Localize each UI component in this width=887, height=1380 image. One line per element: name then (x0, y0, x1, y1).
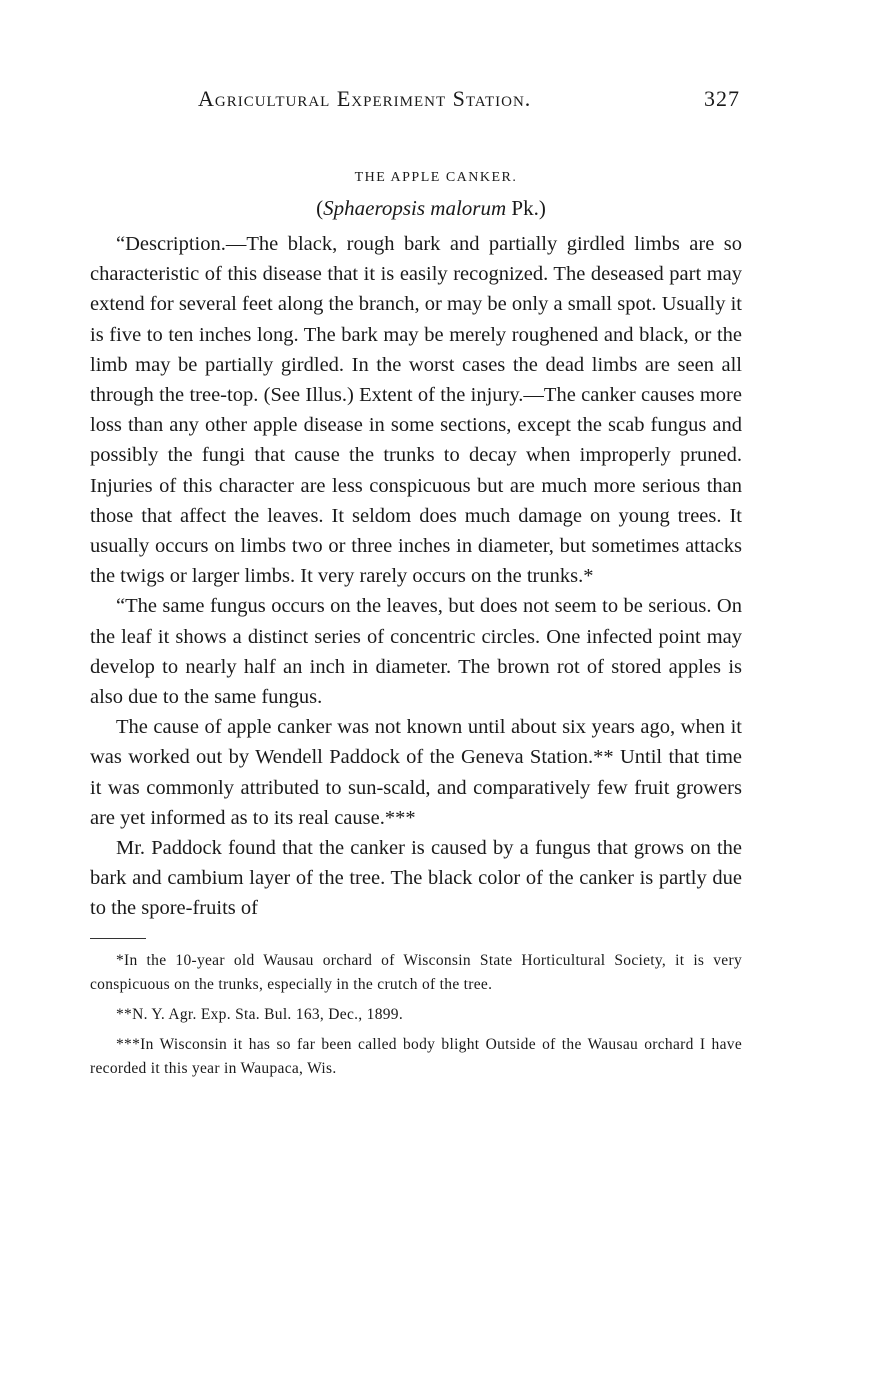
body-paragraph-cause: The cause of apple canker was not known until about six years ago, when it was worked out by Wendell Paddock of the Geneva Station.** Until that time it was commonly attributed to sun-scald, and comparatively few fruit growers are yet informed as to its real cause.*** (90, 716, 742, 829)
article-title: THE APPLE CANKER. (354, 170, 518, 185)
footnote-2: **N. Y. Agr. Exp. Sta. Bul. 163, Dec., 1899. (116, 1005, 404, 1023)
subtitle-open-paren: ( (316, 196, 324, 220)
article-subtitle (90, 196, 742, 221)
book-page (90, 86, 742, 1087)
page-number: 327 (704, 86, 740, 111)
body-paragraph-paddock: Mr. Paddock found that the canker is caused by a fungus that grows on the bark and cambium layer of the tree. The black color of the canker is partly due to the spore-fruits of (90, 837, 742, 920)
footnote-divider (90, 938, 146, 939)
footnote-3: ***In Wisconsin it has so far been called body blight Outside of the Wausau orchard I have recorded it this year in Waupaca, Wis. (90, 1035, 742, 1077)
body-paragraph-description: “Description.—The black, rough bark and partially girdled limbs are so characteristic of this disease that it is easily recognized. The deseased part may extend for several feet along the branch, or may be only a small spot. Usually it is five to ten inches long. The bark may be merely roughened and black, or the limb may be partially girdled. In the worst cases the dead limbs are seen all through the tree-top. (See Illus.) Extent of the injury.—The canker causes more loss than any other apple disease in some sections, except the scab fungus and possibly the fungi that cause the trunks to decay when improperly pruned. Injuries of this character are less conspicuous but are much more serious than those that affect the leaves. It seldom does much damage on young trees. It usually occurs on limbs two or three inches in diameter, but sometimes attacks the twigs or larger limbs. It very rarely occurs on the trunks.* (90, 233, 742, 588)
scientific-name: Sphaeropsis malorum (323, 196, 507, 220)
article-body (90, 229, 742, 924)
body-paragraph-leaves: “The same fungus occurs on the leaves, but does not seem to be serious. On the leaf it shows a distinct series of concentric circles. One infected point may develop to nearly half an inch in diameter. The brown rot of stored apples is also due to the same fungus. (90, 595, 742, 709)
footnotes (90, 949, 742, 1081)
footnote-1: *In the 10-year old Wausau orchard of Wisconsin State Horticultural Society, it is very conspicuous on the trunks, especially in the crutch of the tree. (90, 951, 742, 993)
running-head-title: Agricultural Experiment Station. (198, 86, 532, 111)
subtitle-author: Pk.) (506, 196, 546, 220)
running-head (90, 86, 742, 122)
